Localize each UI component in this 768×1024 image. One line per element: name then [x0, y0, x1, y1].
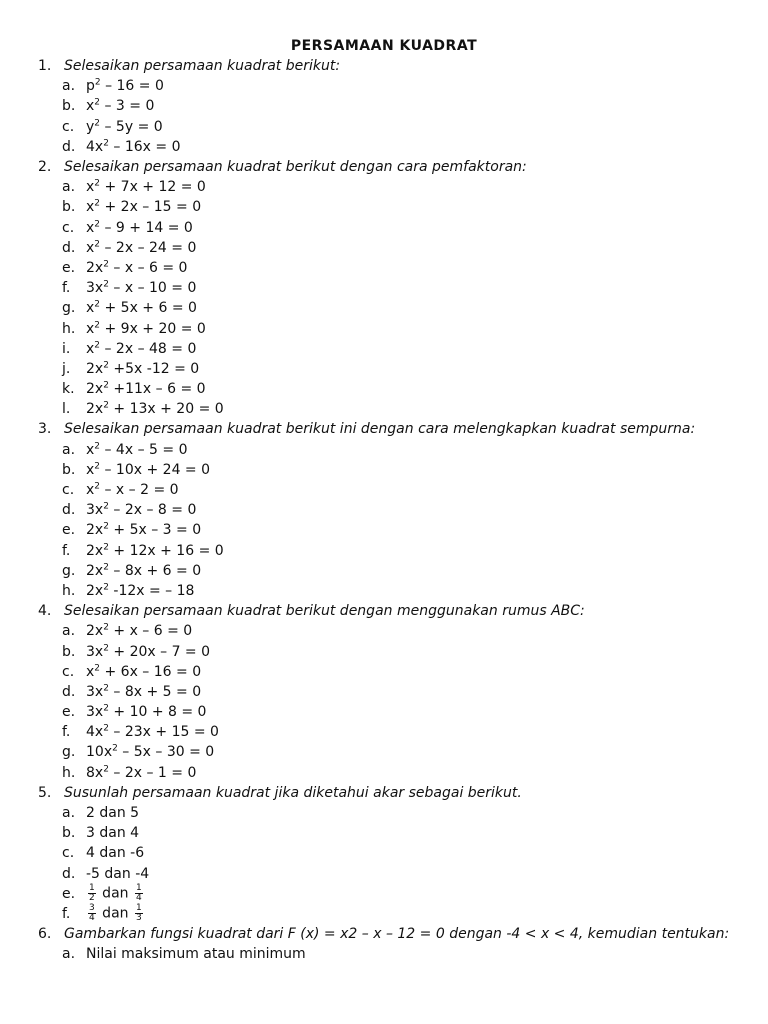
equation-text: x	[86, 340, 95, 357]
exponent: 2	[103, 562, 109, 573]
equation-text: + x – 6 = 0	[108, 623, 193, 640]
item-letter: d.	[62, 138, 76, 155]
equation	[86, 704, 206, 720]
item-letter: c.	[62, 845, 75, 862]
equation-text: + 9x + 20 = 0	[100, 320, 206, 337]
equation-text: +11x – 6 = 0	[108, 381, 206, 398]
list-item	[38, 682, 758, 702]
item-letter: c.	[62, 118, 75, 135]
fraction-numerator: 1	[135, 883, 142, 894]
equation-text: 3x	[86, 704, 104, 721]
exponent: 2	[103, 360, 109, 371]
fraction-denominator: 4	[89, 913, 95, 924]
exponent: 2	[112, 743, 118, 754]
item-letter: b.	[62, 461, 76, 478]
equation-text: – 8x + 5 = 0	[108, 683, 202, 700]
equation-text: 8x	[86, 764, 104, 781]
equation-text: Nilai maksimum atau minimum	[86, 946, 306, 963]
exponent: 2	[103, 642, 109, 653]
question-block	[38, 783, 758, 924]
equation-text: – 4x – 5 = 0	[100, 441, 188, 458]
equation-text: 2x	[86, 562, 104, 579]
item-letter: d.	[62, 239, 76, 256]
equation-text: 4x	[86, 138, 104, 155]
equation-text: + 10 + 8 = 0	[108, 704, 207, 721]
question-text: Selesaikan persamaan kuadrat berikut dengan menggunakan rumus ABC:	[64, 603, 585, 620]
item-letter: j.	[62, 360, 71, 377]
exponent: 2	[94, 97, 101, 108]
equation	[86, 78, 164, 94]
exponent: 2	[103, 764, 109, 774]
equation-text: – 2x – 8 = 0	[108, 502, 197, 519]
exponent: 2	[103, 723, 109, 734]
equation-text: + 5x + 6 = 0	[100, 300, 197, 317]
item-letter: e.	[62, 259, 76, 276]
item-letter: a.	[62, 441, 76, 458]
question-block	[38, 601, 758, 783]
equation	[86, 199, 201, 215]
equation	[86, 744, 214, 760]
equation	[86, 724, 219, 740]
equation	[86, 401, 224, 417]
list-item	[38, 803, 758, 823]
exponent: 2	[103, 703, 109, 714]
equation-text: x	[86, 441, 95, 458]
list-item	[38, 359, 758, 379]
equation-text: 2x	[86, 360, 104, 377]
item-letter: e.	[62, 885, 76, 902]
fraction-denominator: 2	[89, 893, 95, 904]
list-item	[38, 843, 758, 863]
equation	[86, 866, 149, 882]
item-letter: b.	[62, 643, 76, 660]
fraction-numerator: 3	[89, 903, 95, 914]
item-letter: l.	[62, 401, 71, 418]
question-number: 3.	[38, 421, 52, 438]
list-item	[38, 541, 758, 561]
question-number: 1.	[38, 58, 52, 75]
equation-text: 3x	[86, 502, 104, 519]
equation-text: + 6x – 16 = 0	[100, 663, 202, 680]
question-block	[38, 419, 758, 601]
fraction	[88, 884, 96, 903]
equation-text: x	[86, 300, 95, 317]
list-item	[38, 117, 758, 137]
fraction-numerator: 1	[89, 883, 95, 894]
equation-text: x	[86, 663, 95, 680]
equation-text: – x – 6 = 0	[108, 259, 188, 276]
equation-text: – 3 = 0	[100, 98, 155, 115]
equation	[86, 260, 187, 276]
list-item	[38, 318, 758, 338]
item-letter: a.	[62, 946, 76, 963]
equation-text: + 20x – 7 = 0	[108, 643, 211, 660]
fraction-numerator: 1	[135, 903, 142, 914]
question-block	[38, 157, 758, 419]
item-letter: e.	[62, 704, 76, 721]
equation	[86, 220, 193, 236]
equation-text: 2x	[86, 582, 104, 599]
list-item	[38, 96, 758, 116]
question-list	[38, 56, 758, 964]
equation-text: 2x	[86, 542, 104, 559]
question-line	[38, 419, 758, 439]
equation-text: p	[86, 78, 95, 95]
exponent: 2	[94, 218, 101, 229]
item-letter: d.	[62, 865, 76, 882]
equation	[86, 825, 139, 841]
exponent: 2	[103, 138, 109, 149]
equation-text: + 12x + 16 = 0	[108, 542, 224, 559]
item-letter: d.	[62, 683, 76, 700]
list-item	[38, 722, 758, 742]
exponent: 2	[94, 299, 101, 310]
equation-text: 3x	[86, 280, 104, 297]
item-letter: g.	[62, 744, 76, 761]
question-line	[38, 783, 758, 803]
equation-text: – 8x + 6 = 0	[108, 562, 202, 579]
question-text: Selesaikan persamaan kuadrat berikut dengan cara pemfaktoran:	[64, 159, 527, 176]
list-item	[38, 480, 758, 500]
exponent: 2	[94, 481, 101, 492]
exponent: 2	[94, 118, 101, 128]
equation	[86, 664, 201, 680]
equation	[86, 623, 192, 639]
equation-text: – 23x + 15 = 0	[108, 724, 219, 741]
list-item	[38, 460, 758, 480]
exponent: 2	[94, 77, 101, 88]
exponent: 2	[94, 178, 101, 189]
equation	[86, 341, 196, 357]
item-letter: f.	[62, 280, 71, 297]
equation-text: 2x	[86, 259, 104, 276]
equation	[86, 502, 196, 518]
equation-text: x	[86, 98, 95, 115]
list-item	[38, 177, 758, 197]
list-item	[38, 137, 758, 157]
equation-text: 10x	[86, 744, 113, 761]
equation	[86, 765, 196, 781]
list-item	[38, 864, 758, 884]
item-letter: c.	[62, 663, 75, 680]
list-item	[38, 339, 758, 359]
question-line	[38, 924, 758, 944]
equation-text: 3x	[86, 683, 104, 700]
list-item	[38, 379, 758, 399]
equation-text: – 16 = 0	[100, 78, 164, 95]
item-letter: a.	[62, 179, 76, 196]
equation	[86, 644, 210, 660]
list-item	[38, 440, 758, 460]
equation-text: x	[86, 219, 95, 236]
equation	[86, 845, 144, 861]
equation-text: – x – 10 = 0	[108, 280, 197, 297]
equation-text: 3 dan 4	[86, 825, 140, 842]
equation	[86, 583, 194, 599]
item-letter: f.	[62, 724, 71, 741]
question-line	[38, 601, 758, 621]
exponent: 2	[103, 279, 109, 290]
equation-text: 2 dan 5	[86, 805, 140, 822]
equation-text: – 2x – 48 = 0	[100, 340, 197, 357]
question-text: Selesaikan persamaan kuadrat berikut:	[64, 58, 341, 75]
item-letter: a.	[62, 623, 76, 640]
fraction-denominator: 3	[135, 913, 142, 924]
exponent: 2	[94, 461, 101, 472]
equation-text: 2x	[86, 401, 104, 418]
item-letter: i.	[62, 340, 71, 357]
item-letter: b.	[62, 825, 76, 842]
exponent: 2	[103, 683, 109, 694]
question-number: 6.	[38, 926, 52, 943]
equation-text: 4x	[86, 724, 104, 741]
equation-text: + 13x + 20 = 0	[108, 401, 224, 418]
equation	[86, 904, 145, 923]
question-text: Selesaikan persamaan kuadrat berikut ini dengan cara melengkapkan kuadrat sempurna:	[64, 421, 696, 438]
list-item	[38, 500, 758, 520]
item-letter: a.	[62, 78, 76, 95]
fraction-denominator: 4	[135, 893, 142, 904]
equation	[86, 321, 206, 337]
item-letter: h.	[62, 320, 76, 337]
equation-text: – 2x – 24 = 0	[100, 239, 197, 256]
list-item	[38, 702, 758, 722]
equation	[86, 139, 180, 155]
equation-text: – 10x + 24 = 0	[100, 461, 211, 478]
equation	[86, 361, 199, 377]
question-number: 5.	[38, 784, 52, 801]
question-line	[38, 56, 758, 76]
equation-text: – 2x – 1 = 0	[108, 764, 197, 781]
equation	[86, 240, 196, 256]
exponent: 2	[103, 380, 109, 391]
page-title: PERSAMAAN KUADRAT	[290, 38, 478, 54]
equation-text: + 5x – 3 = 0	[108, 522, 202, 539]
list-item	[38, 662, 758, 682]
item-letter: e.	[62, 522, 76, 539]
item-letter: d.	[62, 502, 76, 519]
equation-text: – 9 + 14 = 0	[100, 219, 193, 236]
equation-text: 3x	[86, 643, 104, 660]
exponent: 2	[94, 319, 101, 330]
equation	[86, 280, 196, 296]
list-item	[38, 258, 758, 278]
exponent: 2	[94, 198, 101, 209]
item-letter: c.	[62, 482, 75, 499]
equation	[86, 119, 163, 135]
exponent: 2	[103, 501, 109, 512]
equation-text: + 7x + 12 = 0	[100, 179, 206, 196]
list-item	[38, 944, 758, 964]
question-number: 2.	[38, 159, 52, 176]
equation-text: -12x = – 18	[108, 582, 195, 599]
equation-text: – x – 2 = 0	[100, 482, 179, 499]
equation-text: y	[86, 118, 95, 135]
list-item	[38, 278, 758, 298]
equation-text: 2x	[86, 381, 104, 398]
list-item	[38, 904, 758, 924]
item-letter: f.	[62, 542, 71, 559]
exponent: 2	[94, 441, 101, 451]
equation	[86, 462, 210, 478]
list-item	[38, 884, 758, 904]
fraction	[88, 904, 96, 923]
list-item	[38, 823, 758, 843]
equation-text: x	[86, 482, 95, 499]
exponent: 2	[103, 582, 109, 593]
question-text: Susunlah persamaan kuadrat jika diketahui akar sebagai berikut.	[64, 784, 522, 801]
item-letter: h.	[62, 582, 76, 599]
equation-text: 2x	[86, 522, 104, 539]
equation	[86, 522, 201, 538]
item-letter: f.	[62, 905, 71, 922]
equation-text: dan	[97, 905, 133, 922]
equation	[86, 98, 154, 114]
list-item	[38, 561, 758, 581]
list-item	[38, 641, 758, 661]
equation-text: x	[86, 239, 95, 256]
equation-text: dan	[97, 885, 133, 902]
equation	[86, 563, 201, 579]
item-letter: g.	[62, 562, 76, 579]
equation-text: x	[86, 199, 95, 216]
exponent: 2	[103, 622, 109, 633]
equation-text: x	[86, 461, 95, 478]
item-letter: k.	[62, 381, 75, 398]
equation	[86, 684, 201, 700]
equation-text: -5 dan -4	[86, 865, 150, 882]
equation	[86, 946, 306, 962]
question-line	[38, 157, 758, 177]
equation-text: – 5y = 0	[100, 118, 163, 135]
item-letter: a.	[62, 805, 76, 822]
exponent: 2	[94, 340, 101, 351]
equation-text: x	[86, 320, 95, 337]
equation	[86, 482, 179, 498]
exponent: 2	[103, 259, 109, 270]
equation	[86, 543, 224, 559]
item-letter: h.	[62, 764, 76, 781]
exponent: 2	[103, 541, 109, 552]
equation	[86, 381, 206, 397]
list-item	[38, 298, 758, 318]
equation-text: – 16x = 0	[108, 138, 181, 155]
equation-text: + 2x – 15 = 0	[100, 199, 202, 216]
equation	[86, 884, 145, 903]
exponent: 2	[94, 239, 101, 250]
item-letter: b.	[62, 199, 76, 216]
fraction	[135, 904, 143, 923]
item-letter: g.	[62, 300, 76, 317]
equation	[86, 442, 187, 458]
equation-text: x	[86, 179, 95, 196]
list-item	[38, 238, 758, 258]
list-item	[38, 218, 758, 238]
exponent: 2	[103, 521, 109, 532]
list-item	[38, 763, 758, 783]
list-item	[38, 621, 758, 641]
question-number: 4.	[38, 603, 52, 620]
question-block	[38, 924, 758, 964]
list-item	[38, 399, 758, 419]
question-text: Gambarkan fungsi kuadrat dari F (x) = x2 – x – 12 = 0 dengan -4 < x < 4, kemudian tentukan:	[64, 926, 730, 943]
list-item	[38, 76, 758, 96]
list-item	[38, 520, 758, 540]
fraction	[135, 884, 143, 903]
list-item	[38, 197, 758, 217]
equation	[86, 805, 139, 821]
equation-text: 2x	[86, 623, 104, 640]
equation	[86, 300, 197, 316]
equation-text: +5x -12 = 0	[108, 360, 200, 377]
exponent: 2	[103, 400, 109, 411]
equation-text: 4 dan -6	[86, 845, 145, 862]
list-item	[38, 581, 758, 601]
item-letter: b.	[62, 98, 76, 115]
question-block	[38, 56, 758, 157]
list-item	[38, 742, 758, 762]
item-letter: c.	[62, 219, 75, 236]
equation	[86, 179, 206, 195]
equation-text: – 5x – 30 = 0	[117, 744, 215, 761]
exponent: 2	[94, 663, 101, 674]
